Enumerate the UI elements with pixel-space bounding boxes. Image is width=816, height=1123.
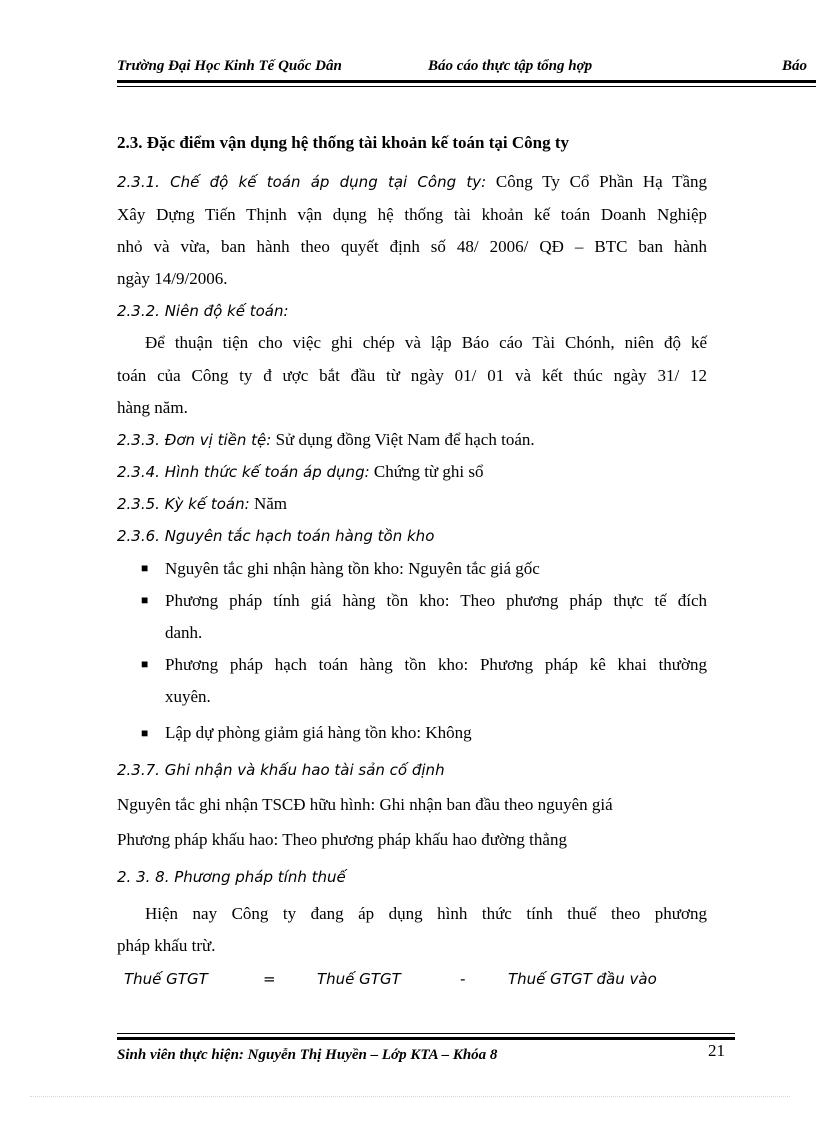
s235-line [117,494,287,514]
bullet-icon: ■ [141,726,149,740]
formula-term1: Thuế GTGT [124,970,208,988]
s232-line2: toán của Công ty đ ược bắt đầu từ ngày 01/ 01 và kết thúc ngày 31/ 12 [117,366,707,385]
s233-line [117,430,535,450]
page-number: 21 [708,1041,725,1060]
bullet-icon: ■ [141,657,149,671]
header-rule-thin [117,86,816,87]
s238-line1: Hiện nay Công ty đang áp dụng hình thức tính thuế theo phương [145,904,707,923]
s236-bullet3-line2: xuyên. [165,687,211,706]
header-rule-thick [117,80,816,83]
s235-text: Năm [253,494,287,513]
s236-label: 2.3.6. Nguyên tắc hạch toán hàng tồn kho [117,527,435,545]
s238-label: 2. 3. 8. Phương pháp tính thuế [117,868,346,886]
s231-label: 2.3.1. Chế độ kế toán áp dụng tại Công ty: [117,173,487,191]
header-report-title: Báo cáo thực tập tổng hợp [428,58,593,74]
bullet-icon: ■ [141,561,149,575]
footer-author: Sinh viên thực hiện: Nguyễn Thị Huyền – Lớp KTA – Khóa 8 [117,1047,498,1063]
s234-label: 2.3.4. Hình thức kế toán áp dụng: [117,463,370,481]
s232-line3: hàng năm. [117,398,188,417]
formula-term3: Thuế GTGT đầu vào [508,970,657,988]
s231-line3: nhỏ và vừa, ban hành theo quyết định số 48/ 2006/ QĐ – BTC ban hành [117,237,707,256]
s236-bullet2-line2: danh. [165,623,203,642]
s237-line1: Nguyên tắc ghi nhận TSCĐ hữu hình: Ghi nhận ban đầu theo nguyên giá [117,795,613,814]
s231-line1 [117,172,707,192]
s237-label: 2.3.7. Ghi nhận và khấu hao tài sản cố định [117,761,445,779]
header-right: Báo [782,58,808,74]
s231-line2: Xây Dựng Tiến Thịnh vận dụng hệ thống tài khoản kế toán Doanh Nghiệp [117,205,707,224]
footer-rule-thick [117,1037,735,1040]
section-title: 2.3. Đặc điểm vận dụng hệ thống tài khoản kế toán tại Công ty [117,133,569,152]
s236-bullet4: Lập dự phòng giảm giá hàng tồn kho: Không [165,723,472,742]
bullet-icon: ■ [141,593,149,607]
s234-line [117,462,484,482]
s236-bullet1: Nguyên tắc ghi nhận hàng tồn kho: Nguyên tắc giá gốc [165,559,540,578]
s235-label: 2.3.5. Kỳ kế toán: [117,495,250,513]
s231-text1: Công Ty Cổ Phần Hạ Tầng [495,172,708,191]
footer-rule-thin [117,1033,735,1034]
header-school: Trường Đại Học Kinh Tế Quốc Dân [117,58,342,74]
s233-label: 2.3.3. Đơn vị tiền tệ: [117,431,272,449]
s231-line4: ngày 14/9/2006. [117,269,228,288]
formula-equals: = [263,970,276,988]
s234-text: Chứng từ ghi sổ [373,462,484,481]
s236-bullet3-line1: Phương pháp hạch toán hàng tồn kho: Phương pháp kê khai thường [165,655,707,674]
s237-line2: Phương pháp khấu hao: Theo phương pháp khấu hao đường thẳng [117,830,567,849]
s233-text: Sử dụng đồng Việt Nam để hạch toán. [275,430,535,449]
s232-line1: Để thuận tiện cho việc ghi chép và lập Báo cáo Tài Chónh, niên độ kế [145,333,707,352]
s236-bullet2-line1: Phương pháp tính giá hàng tồn kho: Theo phương pháp thực tế đích [165,591,707,610]
s232-label: 2.3.2. Niên độ kế toán: [117,302,289,320]
page-bottom-divider [30,1096,790,1097]
formula-minus: - [460,970,466,988]
s238-line2: pháp khấu trừ. [117,936,216,955]
formula-term2: Thuế GTGT [317,970,401,988]
